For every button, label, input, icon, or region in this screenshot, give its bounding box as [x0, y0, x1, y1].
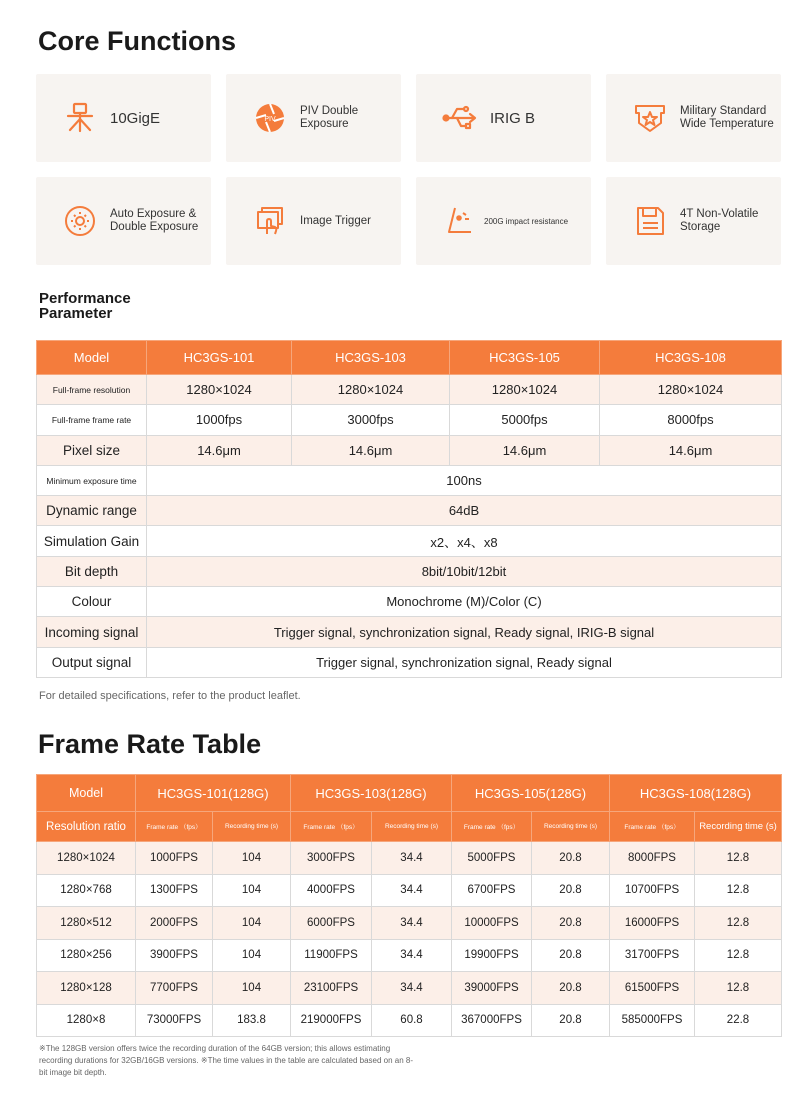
usb-icon — [440, 98, 480, 138]
table-cell: 6700FPS — [452, 874, 532, 907]
table-cell: x2、x4、x8 — [147, 526, 782, 556]
table-cell: 31700FPS — [610, 939, 695, 972]
table-cell: 20.8 — [532, 939, 610, 972]
table-cell: 34.4 — [372, 972, 452, 1005]
table-row — [37, 1004, 782, 1037]
column-subheader: Frame rate （fps） — [610, 812, 695, 842]
model-group-header: HC3GS-108(128G) — [610, 775, 782, 812]
table-cell: 20.8 — [532, 842, 610, 875]
table-cell: 1280×1024 — [147, 375, 292, 405]
table-cell: 34.4 — [372, 842, 452, 875]
table-cell: 4000FPS — [291, 874, 372, 907]
table-cell: 34.4 — [372, 939, 452, 972]
frame-rate-table — [36, 774, 782, 1037]
feature-card — [36, 74, 211, 162]
table-cell: 183.8 — [213, 1004, 291, 1037]
table-cell: 3900FPS — [136, 939, 213, 972]
table-row — [37, 435, 782, 465]
row-label: Simulation Gain — [37, 526, 147, 556]
table-cell: 104 — [213, 842, 291, 875]
feature-card — [36, 177, 211, 265]
table-cell: 5000fps — [450, 405, 600, 435]
table-row — [37, 842, 782, 875]
table-cell: 219000FPS — [291, 1004, 372, 1037]
feature-label: 4T Non-Volatile Storage — [680, 208, 759, 233]
model-group-header: HC3GS-101(128G) — [136, 775, 291, 812]
row-label: Minimum exposure time — [37, 465, 147, 495]
column-header: HC3GS-108 — [600, 341, 782, 375]
model-header: Model — [37, 775, 136, 812]
row-label: Dynamic range — [37, 496, 147, 526]
table-row — [37, 465, 782, 495]
feature-card — [226, 74, 401, 162]
table-cell: 2000FPS — [136, 907, 213, 940]
table-row — [37, 587, 782, 617]
column-subheader: Frame rate （fps） — [291, 812, 372, 842]
table-cell: 1280×1024 — [600, 375, 782, 405]
column-header: HC3GS-105 — [450, 341, 600, 375]
table-cell: 20.8 — [532, 1004, 610, 1037]
table-cell: 14.6μm — [292, 435, 450, 465]
table-cell: 34.4 — [372, 907, 452, 940]
table-cell: 34.4 — [372, 874, 452, 907]
table-cell: 12.8 — [695, 907, 782, 940]
frame-rate-table-title: Frame Rate Table — [38, 729, 262, 759]
feature-label: 200G impact resistance — [484, 216, 569, 226]
table-cell: 20.8 — [532, 907, 610, 940]
performance-table — [36, 340, 782, 678]
core-functions-title: Core Functions — [38, 26, 237, 56]
table-cell: 1280×1024 — [292, 375, 450, 405]
feature-card — [416, 177, 591, 265]
row-label: Full-frame resolution — [37, 375, 147, 405]
table-cell: 73000FPS — [136, 1004, 213, 1037]
table-cell: 8bit/10bit/12bit — [147, 556, 782, 586]
feature-label: Military Standard Wide Temperature — [680, 105, 774, 130]
table-cell: 1000FPS — [136, 842, 213, 875]
table-row — [37, 496, 782, 526]
table-cell: 20.8 — [532, 972, 610, 1005]
performance-parameter-title: Performance Parameter — [39, 290, 131, 322]
feature-label: Image Trigger — [300, 214, 371, 227]
table-cell: 61500FPS — [610, 972, 695, 1005]
table-row — [37, 556, 782, 586]
table-cell: 585000FPS — [610, 1004, 695, 1037]
table-row — [37, 939, 782, 972]
table-row — [37, 647, 782, 677]
table-row — [37, 907, 782, 940]
table-subheader-row — [37, 812, 782, 842]
resolution-cell: 1280×768 — [37, 874, 136, 907]
feature-card — [606, 177, 781, 265]
table-cell: 14.6μm — [450, 435, 600, 465]
table-row — [37, 405, 782, 435]
table-cell: Trigger signal, synchronization signal, Ready signal, IRIG-B signal — [147, 617, 782, 647]
table-cell: 8000FPS — [610, 842, 695, 875]
column-subheader: Frame rate （fps） — [452, 812, 532, 842]
table-row — [37, 617, 782, 647]
column-subheader: Recording time (s) — [695, 812, 782, 842]
table-cell: 10700FPS — [610, 874, 695, 907]
auto-exposure-icon — [60, 201, 100, 241]
image-trigger-icon — [250, 201, 290, 241]
table-cell: 1280×1024 — [450, 375, 600, 405]
table-cell: 19900FPS — [452, 939, 532, 972]
table-row — [37, 526, 782, 556]
row-label: Pixel size — [37, 435, 147, 465]
table-row — [37, 972, 782, 1005]
row-label: Bit depth — [37, 556, 147, 586]
table-cell: 22.8 — [695, 1004, 782, 1037]
resolution-cell: 1280×256 — [37, 939, 136, 972]
column-header: HC3GS-103 — [292, 341, 450, 375]
table-cell: 16000FPS — [610, 907, 695, 940]
table-cell: 10000FPS — [452, 907, 532, 940]
table-header-row — [37, 341, 782, 375]
feature-card — [226, 177, 401, 265]
table-cell: 60.8 — [372, 1004, 452, 1037]
column-header: HC3GS-101 — [147, 341, 292, 375]
feature-label: 10GigE — [110, 109, 161, 127]
table-cell: 7700FPS — [136, 972, 213, 1005]
feature-grid — [36, 74, 784, 265]
table-cell: 14.6μm — [600, 435, 782, 465]
row-label: Full-frame frame rate — [37, 405, 147, 435]
table-cell: 5000FPS — [452, 842, 532, 875]
table-cell: 12.8 — [695, 972, 782, 1005]
table-cell: 104 — [213, 874, 291, 907]
table-cell: 12.8 — [695, 874, 782, 907]
table-cell: 14.6μm — [147, 435, 292, 465]
table-cell: 104 — [213, 939, 291, 972]
feature-card — [606, 74, 781, 162]
table-cell: 1000fps — [147, 405, 292, 435]
table-cell: Monochrome (M)/Color (C) — [147, 587, 782, 617]
table-cell: 12.8 — [695, 842, 782, 875]
table-cell: 8000fps — [600, 405, 782, 435]
table-cell: 23100FPS — [291, 972, 372, 1005]
table-cell: 1300FPS — [136, 874, 213, 907]
impact-icon — [440, 201, 480, 241]
row-label: Output signal — [37, 647, 147, 677]
svg-text:PIV: PIV — [264, 116, 276, 123]
feature-label: IRIG B — [490, 109, 536, 127]
model-group-header: HC3GS-105(128G) — [452, 775, 610, 812]
piv-icon — [250, 98, 290, 138]
ten-gige-icon — [60, 98, 100, 138]
row-label: Colour — [37, 587, 147, 617]
feature-label: PIV Double Exposure — [300, 105, 359, 130]
resolution-cell: 1280×512 — [37, 907, 136, 940]
column-subheader: Recording time (s) — [372, 812, 452, 842]
storage-icon — [630, 201, 670, 241]
column-subheader: Recording time (s) — [213, 812, 291, 842]
table-cell: 64dB — [147, 496, 782, 526]
column-header: Model — [37, 341, 147, 375]
table-cell: 6000FPS — [291, 907, 372, 940]
model-group-header: HC3GS-103(128G) — [291, 775, 452, 812]
feature-label: Auto Exposure & Double Exposure — [110, 208, 199, 233]
resolution-header: Resolution ratio — [37, 812, 136, 842]
resolution-cell: 1280×1024 — [37, 842, 136, 875]
table-cell: 39000FPS — [452, 972, 532, 1005]
table-cell: 104 — [213, 907, 291, 940]
table-row — [37, 375, 782, 405]
resolution-cell: 1280×8 — [37, 1004, 136, 1037]
frame-rate-note: ※The 128GB version offers twice the recording duration of the 64GB version; this allows estimating recording durations for 32GB/16GB versions. ※The time values in the table are calculated based on an 8-bit image bit depth. — [39, 1044, 414, 1077]
column-subheader: Recording time (s) — [532, 812, 610, 842]
performance-note: For detailed specifications, refer to the product leaflet. — [39, 690, 301, 702]
column-subheader: Frame rate （fps） — [136, 812, 213, 842]
table-header-row — [37, 775, 782, 812]
table-cell: 367000FPS — [452, 1004, 532, 1037]
table-cell: 100ns — [147, 465, 782, 495]
table-cell: 12.8 — [695, 939, 782, 972]
resolution-cell: 1280×128 — [37, 972, 136, 1005]
table-cell: Trigger signal, synchronization signal, Ready signal — [147, 647, 782, 677]
table-cell: 11900FPS — [291, 939, 372, 972]
shield-star-icon — [630, 98, 670, 138]
feature-card — [416, 74, 591, 162]
table-cell: 3000FPS — [291, 842, 372, 875]
row-label: Incoming signal — [37, 617, 147, 647]
table-cell: 3000fps — [292, 405, 450, 435]
table-cell: 104 — [213, 972, 291, 1005]
table-cell: 20.8 — [532, 874, 610, 907]
table-row — [37, 874, 782, 907]
